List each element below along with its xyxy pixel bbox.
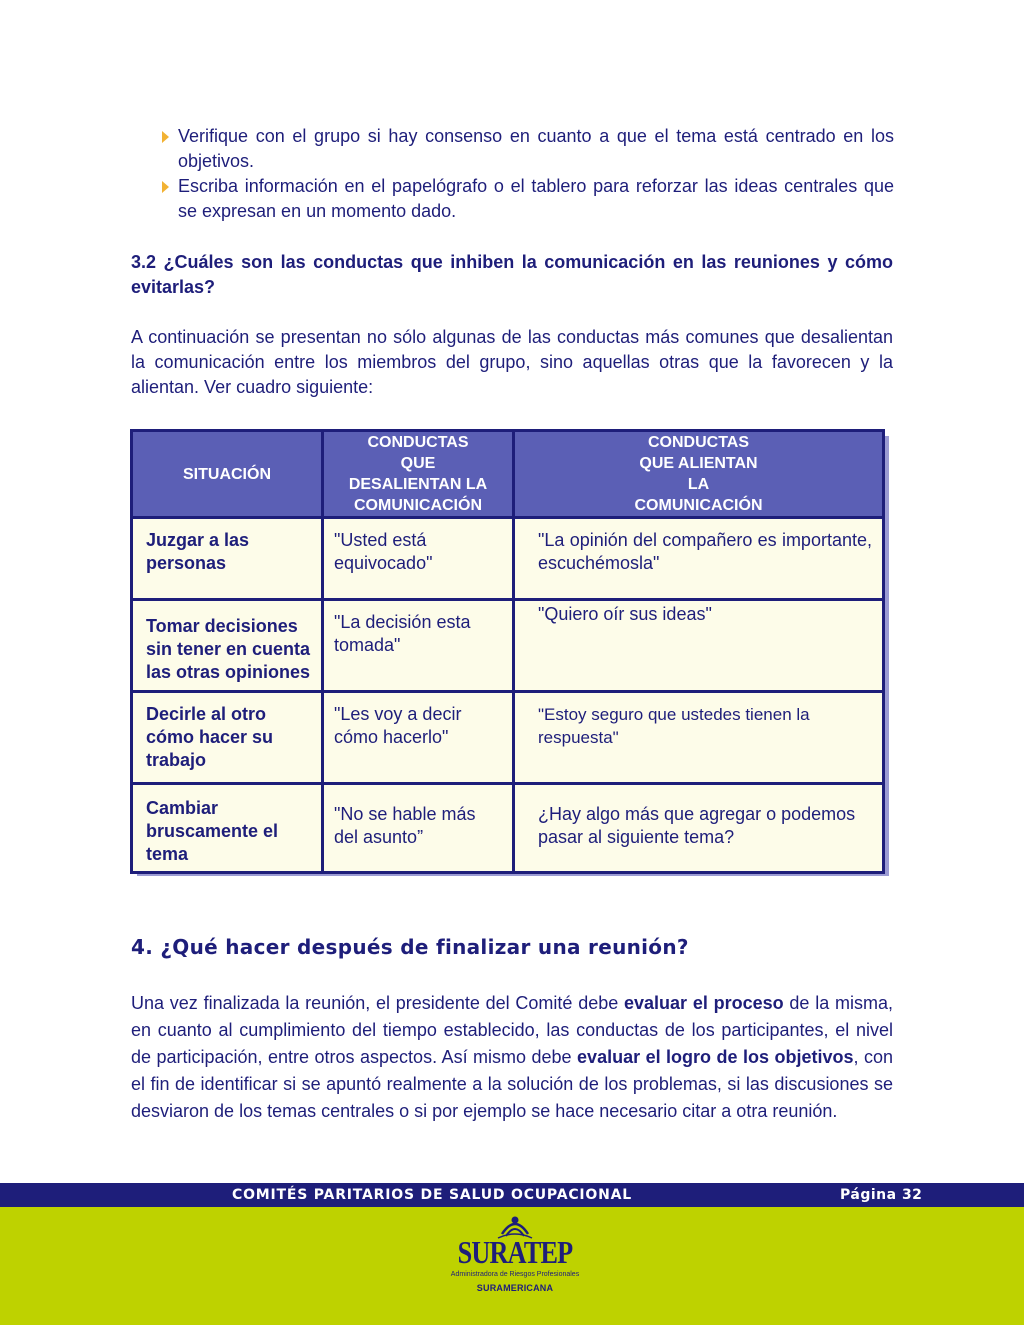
encouraging-cell: ¿Hay algo más que agregar o podemos pasar al siguiente tema? <box>514 784 884 873</box>
table-row <box>132 784 884 873</box>
logo-name: SURATEP <box>457 1234 573 1270</box>
header-situacion: SITUACIÓN <box>132 431 323 518</box>
page-number: Página 32 <box>840 1187 923 1203</box>
bullet-text: Escriba información en el papelógrafo o el tablero para reforzar las ideas centrales que se expresan en un momento dado. <box>178 176 894 221</box>
situation-cell: Decirle al otro cómo hacer su trabajo <box>132 692 323 784</box>
suratep-logo <box>440 1212 590 1302</box>
encouraging-cell: "Estoy seguro que ustedes tienen la respuesta" <box>514 692 884 784</box>
table-row <box>132 692 884 784</box>
table-row <box>132 600 884 692</box>
bullet-item <box>162 124 894 174</box>
logo-brand: SURAMERICANA <box>476 1283 554 1293</box>
bullet-item <box>162 174 894 224</box>
triangle-bullet-icon <box>162 131 169 143</box>
section-4-paragraph: Una vez finalizada la reunión, el presidente del Comité debe evaluar el proceso de la misma, en cuanto al cumplimiento del tiempo establecido, las conductas de los participantes, el nivel de participación, entre otros aspectos. Así mismo debe evaluar el logro de los objetivos, con el fin de identificar si se apuntó realmente a la solución de los problemas, si las discusiones se desviaron de los temas centrales o si por ejemplo se hace necesario citar a otra reunión. <box>131 993 894 1121</box>
discouraging-cell: "Usted está equivocado" <box>323 518 514 600</box>
situation-cell: Juzgar a las personas <box>132 518 323 600</box>
bullet-text: Verifique con el grupo si hay consenso en cuanto a que el tema está centrado en los objetivos. <box>178 126 894 171</box>
table-row <box>132 518 884 600</box>
discouraging-cell: "Les voy a decir cómo hacerlo" <box>323 692 514 784</box>
logo-subtitle: Administradora de Riesgos Profesionales <box>450 1271 580 1278</box>
discouraging-cell: "La decisión esta tomada" <box>323 600 514 692</box>
encouraging-cell: "Quiero oír sus ideas" <box>514 600 884 692</box>
encouraging-cell: "La opinión del compañero es importante, escuchémosla" <box>514 518 884 600</box>
situation-cell: Cambiar bruscamente el tema <box>132 784 323 873</box>
situation-cell: Tomar decisiones sin tener en cuenta las otras opiniones <box>132 600 323 692</box>
discouraging-cell: "No se hable más del asunto” <box>323 784 514 873</box>
bullet-list <box>162 124 894 224</box>
section-3-2-intro: A continuación se presentan no sólo algunas de las conductas más comunes que desalientan la comunicación entre los miembros del grupo, sino aquellas otras que la favorecen y la alientan. Ver cuadro siguiente: <box>131 327 893 397</box>
header-desalientan: CONDUCTAS QUE DESALIENTAN LA COMUNICACIÓN <box>323 431 514 518</box>
footer-title: COMITÉS PARITARIOS DE SALUD OCUPACIONAL <box>232 1187 633 1203</box>
header-alientan: CONDUCTAS QUE ALIENTAN LA COMUNICACIÓN <box>514 431 884 518</box>
triangle-bullet-icon <box>162 181 169 193</box>
section-4-heading: 4. ¿Qué hacer después de finalizar una reunión? <box>131 935 689 959</box>
section-3-2-heading: 3.2 ¿Cuáles son las conductas que inhiben la comunicación en las reuniones y cómo evitarlas? <box>131 252 893 297</box>
conduct-table <box>130 429 885 874</box>
table-header-row <box>132 431 884 518</box>
